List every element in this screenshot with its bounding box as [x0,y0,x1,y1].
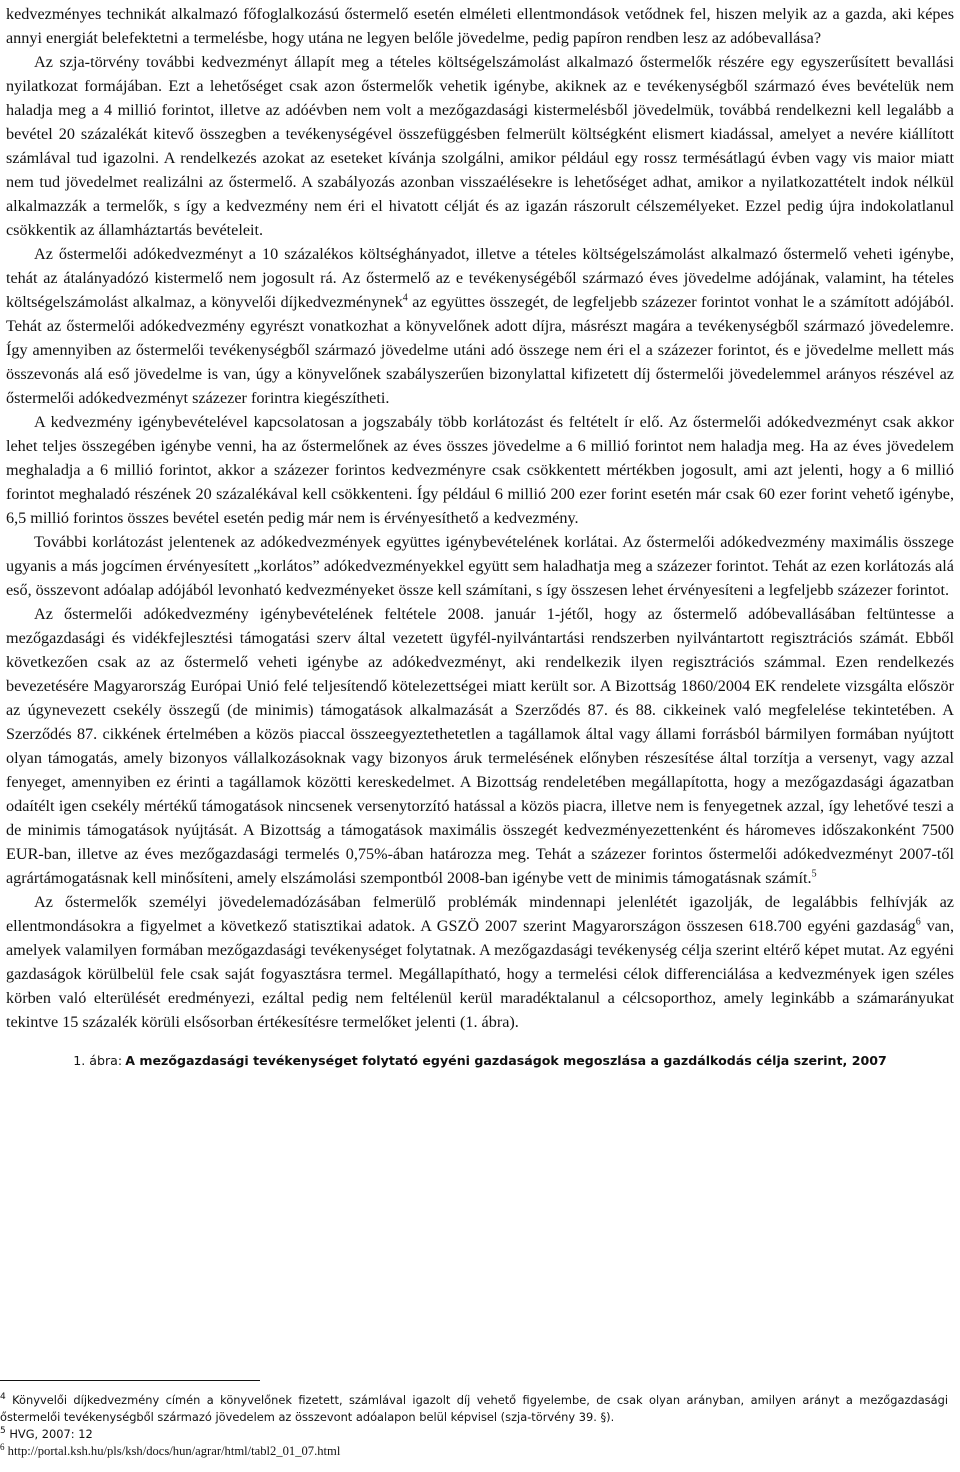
footnote-4-text: Könyvelői díjkedvezmény címén a könyvelőnek fizetett, számlával igazolt díj vehető figyelembe, de csak olyan arányban, amilyen arányt a mezőgazdasági őstermelői tevékenységből származó jövedelem az összevont adóalapon belül képvisel (szja-törvény 39. §). [0,1393,948,1424]
footnote-separator [0,1380,260,1381]
paragraph-4-text: A kedvezmény igénybevételével kapcsolatosan a jogszabály több korlátozást és feltételt ír elő. Az őstermelői adókedvezményt csak akkor lehet teljes összegében igénybe venni, ha az őstermelőnek az éves összes jövedelme a 6 millió forintot nem haladja meg. Ha az éves jövedelem meghaladja a 6 millió forintot, akkor a százezer forintos kedvezményre csak csökkentett mértékben jogosult, ami azt jelenti, hogy a 6 millió forintot meghaladó részének 20 százalékával kell csökkenteni. Így például 6 millió 200 ezer forint esetén már csak 60 ezer forint vehető igénybe, 6,5 millió forintos összes bevétel esetén pedig már nem is érvényesíthető a kedvezmény. [6,413,954,527]
footnote-6 [0,1443,948,1460]
footnote-ref-4[interactable]: 4 [402,292,408,304]
paragraph-1-text: kedvezményes technikát alkalmazó főfoglalkozású őstermelő esetén elméleti ellentmondások vetődnek fel, hiszen melyik az a gazda, aki képes annyi energiát belefektetni a termelésbe, hogy utána ne legyen belőle jövedelme, pedig papíron rendben lesz az adóbevallása? [6,5,954,47]
paragraph-7 [6,890,954,1034]
paragraph-5 [6,530,954,602]
paragraph-2-text: Az szja-törvény további kedvezményt állapít meg a tételes költségelszámolást alkalmazó őstermelők részére egy egyszerűsített bevallási nyilatkozat formájában. Ezt a lehetőséget csak azon őstermelők vehetik igénybe, akiknek az e tevékenységből származó éves bevételük nem haladja meg a 4 millió forintot, illetve az adóévben nem volt a mezőgazdasági kistermelésből jövedelmük, továbbá rendelkezni kell legalább a bevétel 20 százalékát kitevő összegben a tevékenységével összefüggésben felmerült költségként elismert kiadással, amelyet a nevére kiállított számlával tud igazolni. A rendelkezés azokat az eseteket kívánja szolgálni, amikor például egy rossz termésátlagú évben vagy vis maior miatt nem tud jövedelmet realizálni az őstermelő. A szabályozás azonban visszaélésekre is lehetőséget adhat, amikor a nyilatkozattételt indok nélkül alkalmazzák a termelők, s így a kedvezmény nem éri el hivatott célját és az igazán rászorult célszemélyeket. Ezzel pedig újra indokolatlanul csökkentik az államháztartás bevételeit. [6,53,954,239]
paragraph-5-text: További korlátozást jelentenek az adókedvezmények együttes igénybevételének korlátai. Az őstermelői adókedvezmény maximális összege ugyanis a más jogcímen érvényesített „korlátos” adókedvezményekkel együtt sem haladhatja meg a százezer forintot. Tehát az ezen korlátozás alá eső, összevont adóalap adójából levonható kedvezményeket össze kell számítani, s így összesen lehet érvényesíteni a legfeljebb százezer forintot. [6,533,954,599]
paragraph-3-text-a: Az őstermelői adókedvezményt a 10 százalékos költséghányadot, illetve a tételes költségelszámolást alkalmazó őstermelő veheti igénybe, tehát az átalányadózó kistermelő nem jogosult rá. Az őstermelő az e tevékenységéből származó éves jövedelme adójának, valamint, ha tételes költségelszámolást alkalmaz, a könyvelői díjkedvezménynek [6,245,954,311]
figure-caption [6,1052,954,1070]
footnote-4 [0,1392,948,1426]
page-body [6,2,954,1070]
paragraph-6 [6,602,954,890]
footnote-ref-6[interactable]: 6 [915,916,921,928]
paragraph-7-text-a: Az őstermelők személyi jövedelemadózásában felmerülő problémák mindennapi jelenlétét igazolják, de legalábbis felhívják az ellentmondásokra a figyelmet a következő statisztikai adatok. A GSZÖ 2007 szerint Magyarországon összesen 618.700 egyéni gazdaság [6,893,954,935]
figure-caption-title: A mezőgazdasági tevékenységet folytató egyéni gazdaságok megoszlása a gazdálkodás célja szerint, 2007 [125,1053,887,1068]
paragraph-3 [6,242,954,410]
paragraph-4 [6,410,954,530]
paragraph-6-text: Az őstermelői adókedvezmény igénybevételének feltétele 2008. január 1-jétől, hogy az őstermelő adóbevallásában feltüntesse a mezőgazdasági és vidékfejlesztési támogatási szerv által vezetett ügyfél-nyilvántartási rendszerben nyilvántartott regisztrációs számát. Ebből következően csak az az őstermelő veheti igénybe az adókedvezményt, aki rendelkezik ilyen regisztrációs számmal. Ezen rendelkezés bevezetésére Magyarország Európai Unió felé teljesítendő kötelezettségei miatt került sor. A Bizottság 1860/2004 EK rendelete vizsgálta először az úgynevezett csekély összegű (de minimis) támogatások alkalmazását a Szerződés 87. és 88. cikkeinek való megfelelése tekintetében. A Szerződés 87. cikkének értelmében a közös piaccal összeegyeztethetetlen a tagállamok által vagy állami forrásból bármilyen formában nyújtott olyan támogatás, amely bizonyos vállalkozásoknak vagy bizonyos áruk termelésének előnyben részesítése által torzítja a versenyt, vagy azzal fenyeget, amennyiben ez érinti a tagállamok közötti kereskedelmet. A Bizottság rendeletében megállapította, hogy a mezőgazdasági ágazatban odaítélt igen csekély mértékű támogatások nincsenek versenytorzító hatással a közös piacra, illetve nem is fenyegetnek azzal, így lehetővé teszi a de minimis támogatások nyújtását. A Bizottság a támogatások maximális összegét kedvezményezettenként és háromeves időszakonként 7500 EUR-ban, illetve az éves mezőgazdasági termelés 0,75%-ában határozza meg. Tehát a százezer forintos őstermelői adókedvezményt 2007-től agrártámogatásnak kell minősíteni, amely elszámolási szempontból 2008-ban igénybe vett de minimis támogatásnak számít. [6,605,954,887]
figure-caption-label: 1. ábra: [73,1053,123,1068]
footnote-5-text: HVG, 2007: 12 [9,1427,93,1441]
footnote-6-link[interactable]: http://portal.ksh.hu/pls/ksh/docs/hun/agrar/html/tabl2_01_07.html [7,1444,341,1458]
paragraph-3-text-b: az együttes összegét, de legfeljebb százezer forintot vonhat le a számított adójából. Tehát az őstermelői adókedvezmény egyrészt vonatkozhat a könyvelőnek adott díjra, másrészt magára a tevékenységből származó jövedelemre. Így amennyiben az őstermelői tevékenységből származó jövedelme utáni adó összege nem éri el a százezer forintot, és e jövedelme mellett más összevonás alá eső jövedelme is van, úgy a könyvelőnek szabályszerűen bizonylattal kifizetett díj őstermelői jövedelemmel arányos részével az őstermelői adókedvezményt százezer forintra kiegészítheti. [6,293,954,407]
footnote-5 [0,1426,948,1443]
paragraph-7-text-b: van, amelyek valamilyen formában mezőgazdasági tevékenységet folytatnak. A mezőgazdasági tevékenység célja szerint eltérő képet mutat. Az egyéni gazdaságok körülbelül fele csak saját fogyasztásra termel. Megállapítható, hogy a termelési célok differenciálása a kedvezmények igen széles körben való elterülését eredményezi, ezáltal pedig nem feltélenül kerül maradéktalanul a célcsoporthoz, amely leginkább a számarányukat tekintve 15 százalék körüli elsősorban értékesítésre termelőket jelenti (1. ábra). [6,917,954,1031]
footnote-ref-5[interactable]: 5 [811,868,817,880]
footnotes [0,1392,948,1460]
footnote-4-number: 4 [0,1392,6,1403]
paragraph-1 [6,2,954,50]
paragraph-2 [6,50,954,242]
footnote-6-number: 6 [0,1441,5,1452]
footnote-5-number: 5 [0,1426,6,1437]
